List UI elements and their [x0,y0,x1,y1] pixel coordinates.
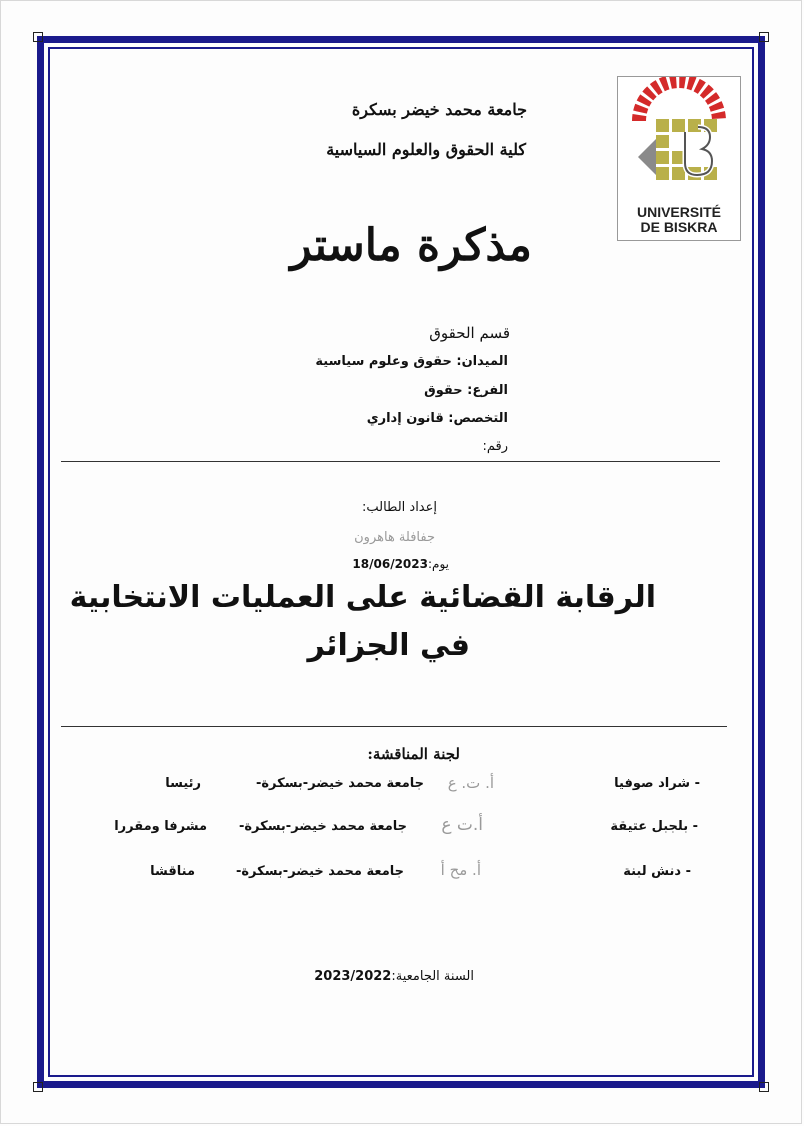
branch: الفرع: حقوق [424,383,508,398]
logo-text-line1: UNIVERSITÉ [636,204,721,220]
academic-year [314,969,474,984]
field: الميدان: حقوق وعلوم سياسية [315,354,508,369]
faculty-name: كلية الحقوق والعلوم السياسية [326,140,526,159]
academic-year-label: السنة الجامعية: [391,969,474,984]
committee-label: لجنة المناقشة: [367,745,460,763]
member-role: رئيسا [165,776,201,791]
corner-mark [759,1082,769,1092]
university-name: جامعة محمد خيضر بسكرة [351,100,527,119]
thesis-title-line1: الرقابة القضائية على العمليات الانتخابية [69,580,656,615]
member-university: جامعة محمد خيضر-بسكرة- [238,819,407,834]
member-name: - دنش لبنة [623,864,691,879]
corner-mark [33,1082,43,1092]
member-university: جامعة محمد خيضر-بسكرة- [255,776,424,791]
logo-text-line2: DE BISKRA [640,219,718,235]
member-role: مشرفا ومقررا [114,819,207,834]
department: قسم الحقوق [429,324,510,342]
academic-year-value: 2023/2022 [314,969,392,984]
student-name: جفافلة هاهرون [354,530,435,545]
logo-emblem [618,77,740,197]
member-rank: أ. ت. ع [447,774,494,792]
member-name: - شراد صوفيا [614,776,700,791]
divider [61,461,720,462]
member-rank: أ.ت ع [441,815,483,835]
date-value: 18/06/2023 [352,557,428,571]
student-label: إعداد الطالب: [361,500,437,515]
corner-mark [33,32,43,42]
member-role: مناقشا [150,864,195,879]
thesis-title-line2: في الجزائر [307,628,470,663]
member-rank: أ. مح أ [440,861,481,879]
document-type: مذكرة ماستر [290,220,532,271]
member-name: - بلجبل عتيقة [610,819,698,834]
number-label: رقم: [482,439,508,454]
corner-mark [759,32,769,42]
defense-date [352,557,449,571]
divider [61,726,727,727]
university-logo [617,76,741,241]
specialty: التخصص: قانون إداري [366,411,508,426]
member-university: جامعة محمد خيضر-بسكرة- [235,864,404,879]
date-label: يوم: [427,557,449,571]
